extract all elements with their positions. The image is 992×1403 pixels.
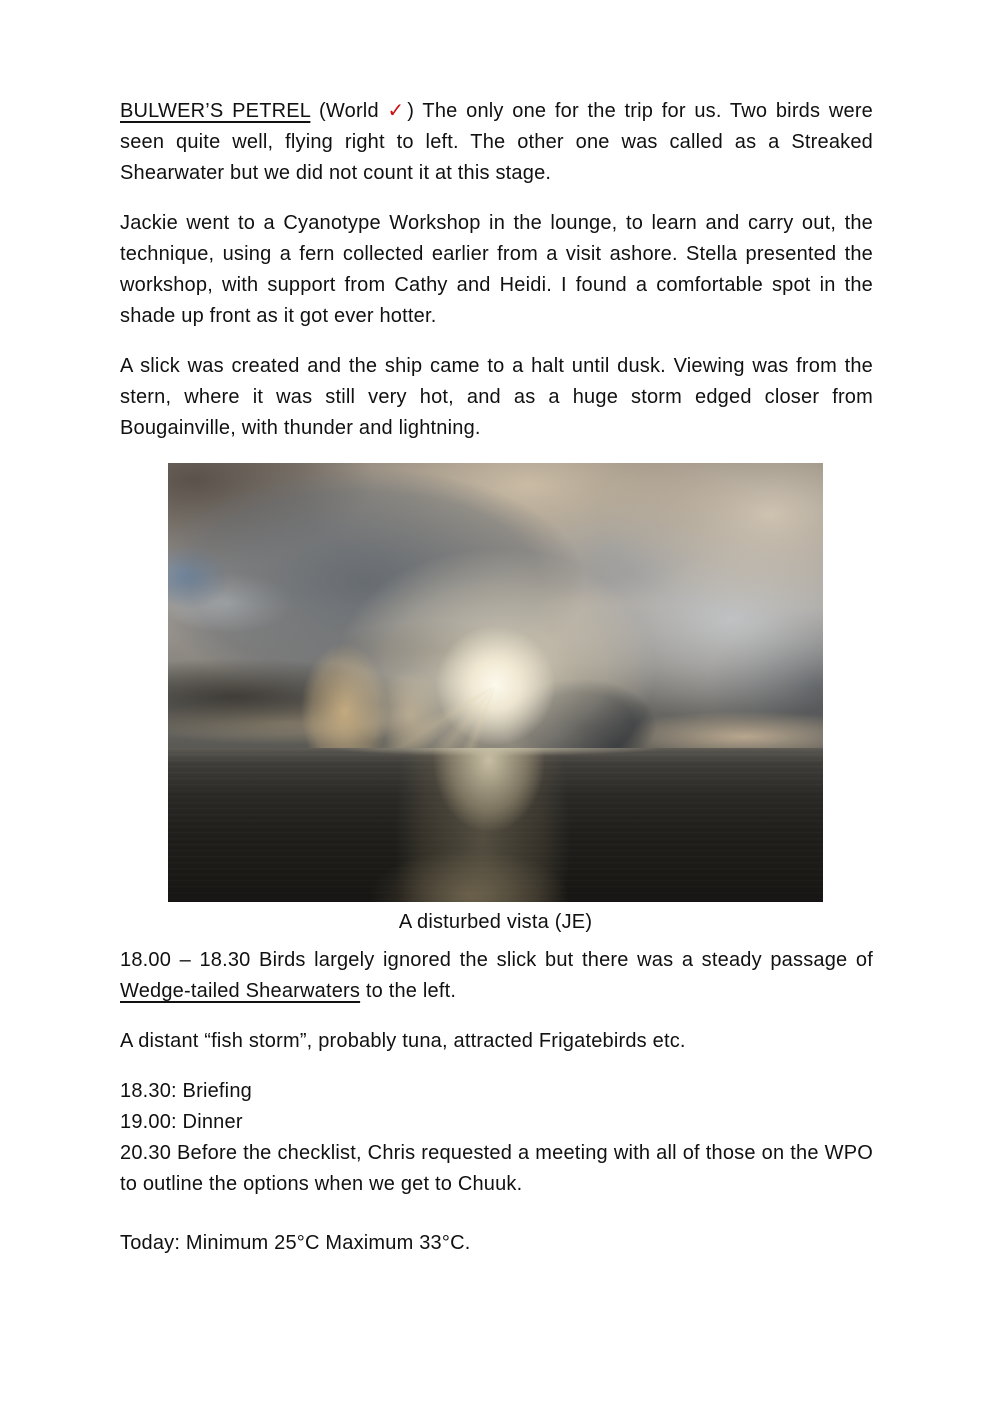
paragraph-text: ) The only one for the trip for us. Two birds were seen quite well, flying right to left. The other one was called as a Streaked Shearwater but we did not count it at this stage. <box>120 100 874 184</box>
paragraph-fish-storm: A distant “fish storm”, probably tuna, attracted Frigatebirds etc. <box>120 1030 686 1052</box>
schedule-briefing: 18.30: Briefing <box>120 1080 252 1102</box>
paragraph-bulwers-petrel <box>120 96 873 189</box>
schedule-dinner: 19.00: Dinner <box>120 1111 243 1133</box>
schedule-checklist-meeting: 20.30 Before the checklist, Chris requested a meeting with all of those on the WPO to outline the options when we get to Chuuk. <box>120 1142 873 1195</box>
photo-caption: A disturbed vista (JE) <box>398 911 593 933</box>
storm-sea-photo <box>168 463 823 902</box>
photo-sea-region <box>168 748 823 902</box>
red-checkmark-icon: ✓ <box>387 100 408 122</box>
species-underlined: Wedge-tailed Shearwaters <box>120 980 361 1002</box>
species-heading: BULWER’S PETREL <box>120 100 311 122</box>
paragraph-text: (World <box>310 100 388 122</box>
paragraph-text: 18.00 – 18.30 Birds largely ignored the slick but there was a steady passage of <box>120 949 873 971</box>
paragraph-slick-birds <box>120 945 873 1007</box>
paragraph-slick-storm: A slick was created and the ship came to a halt until dusk. Viewing was from the stern, where it was still very hot, and as a huge storm edged closer from Bougainville, with thunder and lightning. <box>120 355 873 439</box>
photo-sky-region <box>168 463 823 748</box>
paragraph-cyanotype-workshop: Jackie went to a Cyanotype Workshop in the lounge, to learn and carry out, the technique, using a fern collected earlier from a visit ashore. Stella presented the workshop, with support from Cathy and Heidi. I found a comfortable spot in the shade up front as it got ever hotter. <box>120 212 873 327</box>
paragraph-text: to the left. <box>360 980 457 1002</box>
paragraph-temperatures: Today: Minimum 25°C Maximum 33°C. <box>120 1232 471 1254</box>
schedule-block <box>120 1076 873 1200</box>
photo-figure <box>168 463 823 938</box>
